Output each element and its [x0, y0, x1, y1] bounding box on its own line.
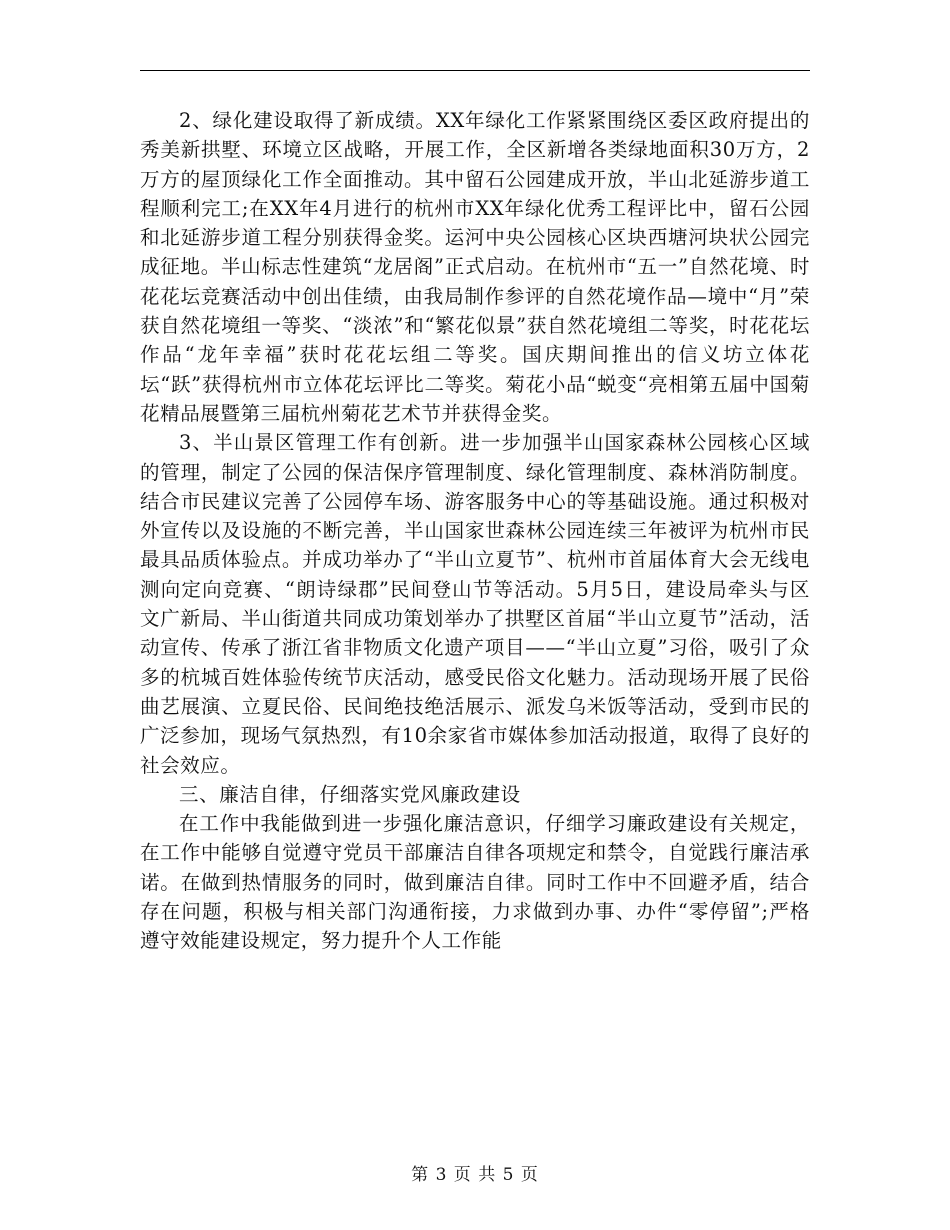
- paragraph-integrity: 在工作中我能做到进一步强化廉洁意识，仔细学习廉政建设有关规定，在工作中能够自觉遵守党员干部廉洁自律各项规定和禁令，自觉践行廉洁承诺。在做到热情服务的同时，做到廉洁自律。同时工作中不回避矛盾，结合存在问题，积极与相关部门沟通衔接，力求做到办事、办件“零停留”;严格遵守效能建设规定，努力提升个人工作能: [140, 812, 810, 953]
- paragraph-scenic-area: 3、半山景区管理工作有创新。进一步加强半山国家森林公园核心区域的管理，制定了公园的保洁保序管理制度、绿化管理制度、森林消防制度。结合市民建议完善了公园停车场、游客服务中心的等基础设施。通过积极对外宣传以及设施的不断完善，半山国家世森林公园连续三年被评为杭州市民最具品质体验点。并成功举办了“半山立夏节”、杭州市首届体育大会无线电测向定向竞赛、“朗诗绿郡”民间登山节等活动。5月5日，建设局牵头与区文广新局、半山街道共同成功策划举办了拱墅区首届“半山立夏节”活动，活动宣传、传承了浙江省非物质文化遗产项目——“半山立夏”习俗，吸引了众多的杭城百姓体验传统节庆活动，感受民俗文化魅力。活动现场开展了民俗曲艺展演、立夏民俗、民间绝技绝活展示、派发乌米饭等活动，受到市民的广泛参加，现场气氛热烈，有10余家省市媒体参加活动报道，取得了良好的社会效应。: [140, 431, 810, 777]
- paragraph-greening: 2、绿化建设取得了新成绩。XX年绿化工作紧紧围绕区委区政府提出的秀美新拱墅、环境立区战略，开展工作，全区新增各类绿地面积30万方，2万方的屋顶绿化工作全面推动。其中留石公园建成开放，半山北延游步道工程顺利完工;在XX年4月进行的杭州市XX年绿化优秀工程评比中，留石公园和北延游步道工程分别获得金奖。运河中央公园核心区块西塘河块状公园完成征地。半山标志性建筑“龙居阁”正式启动。在杭州市“五一”自然花境、时花花坛竞赛活动中创出佳绩，由我局制作参评的自然花境作品—境中“月”荣获自然花境组一等奖、“淡浓”和“繁花似景”获自然花境组二等奖，时花花坛作品“龙年幸福”获时花花坛组二等奖。国庆期间推出的信义坊立体花坛“跃”获得杭州市立体花坛评比二等奖。菊花小品“蜕变“亮相第五届中国菊花精品展暨第三届杭州菊花艺术节并获得金奖。: [140, 109, 810, 425]
- header-rule: [140, 70, 810, 71]
- page-number: 第 3 页 共 5 页: [411, 1165, 539, 1185]
- section-heading-integrity: 三、廉洁自律，仔细落实党风廉政建设: [179, 782, 521, 806]
- document-body: [140, 106, 810, 956]
